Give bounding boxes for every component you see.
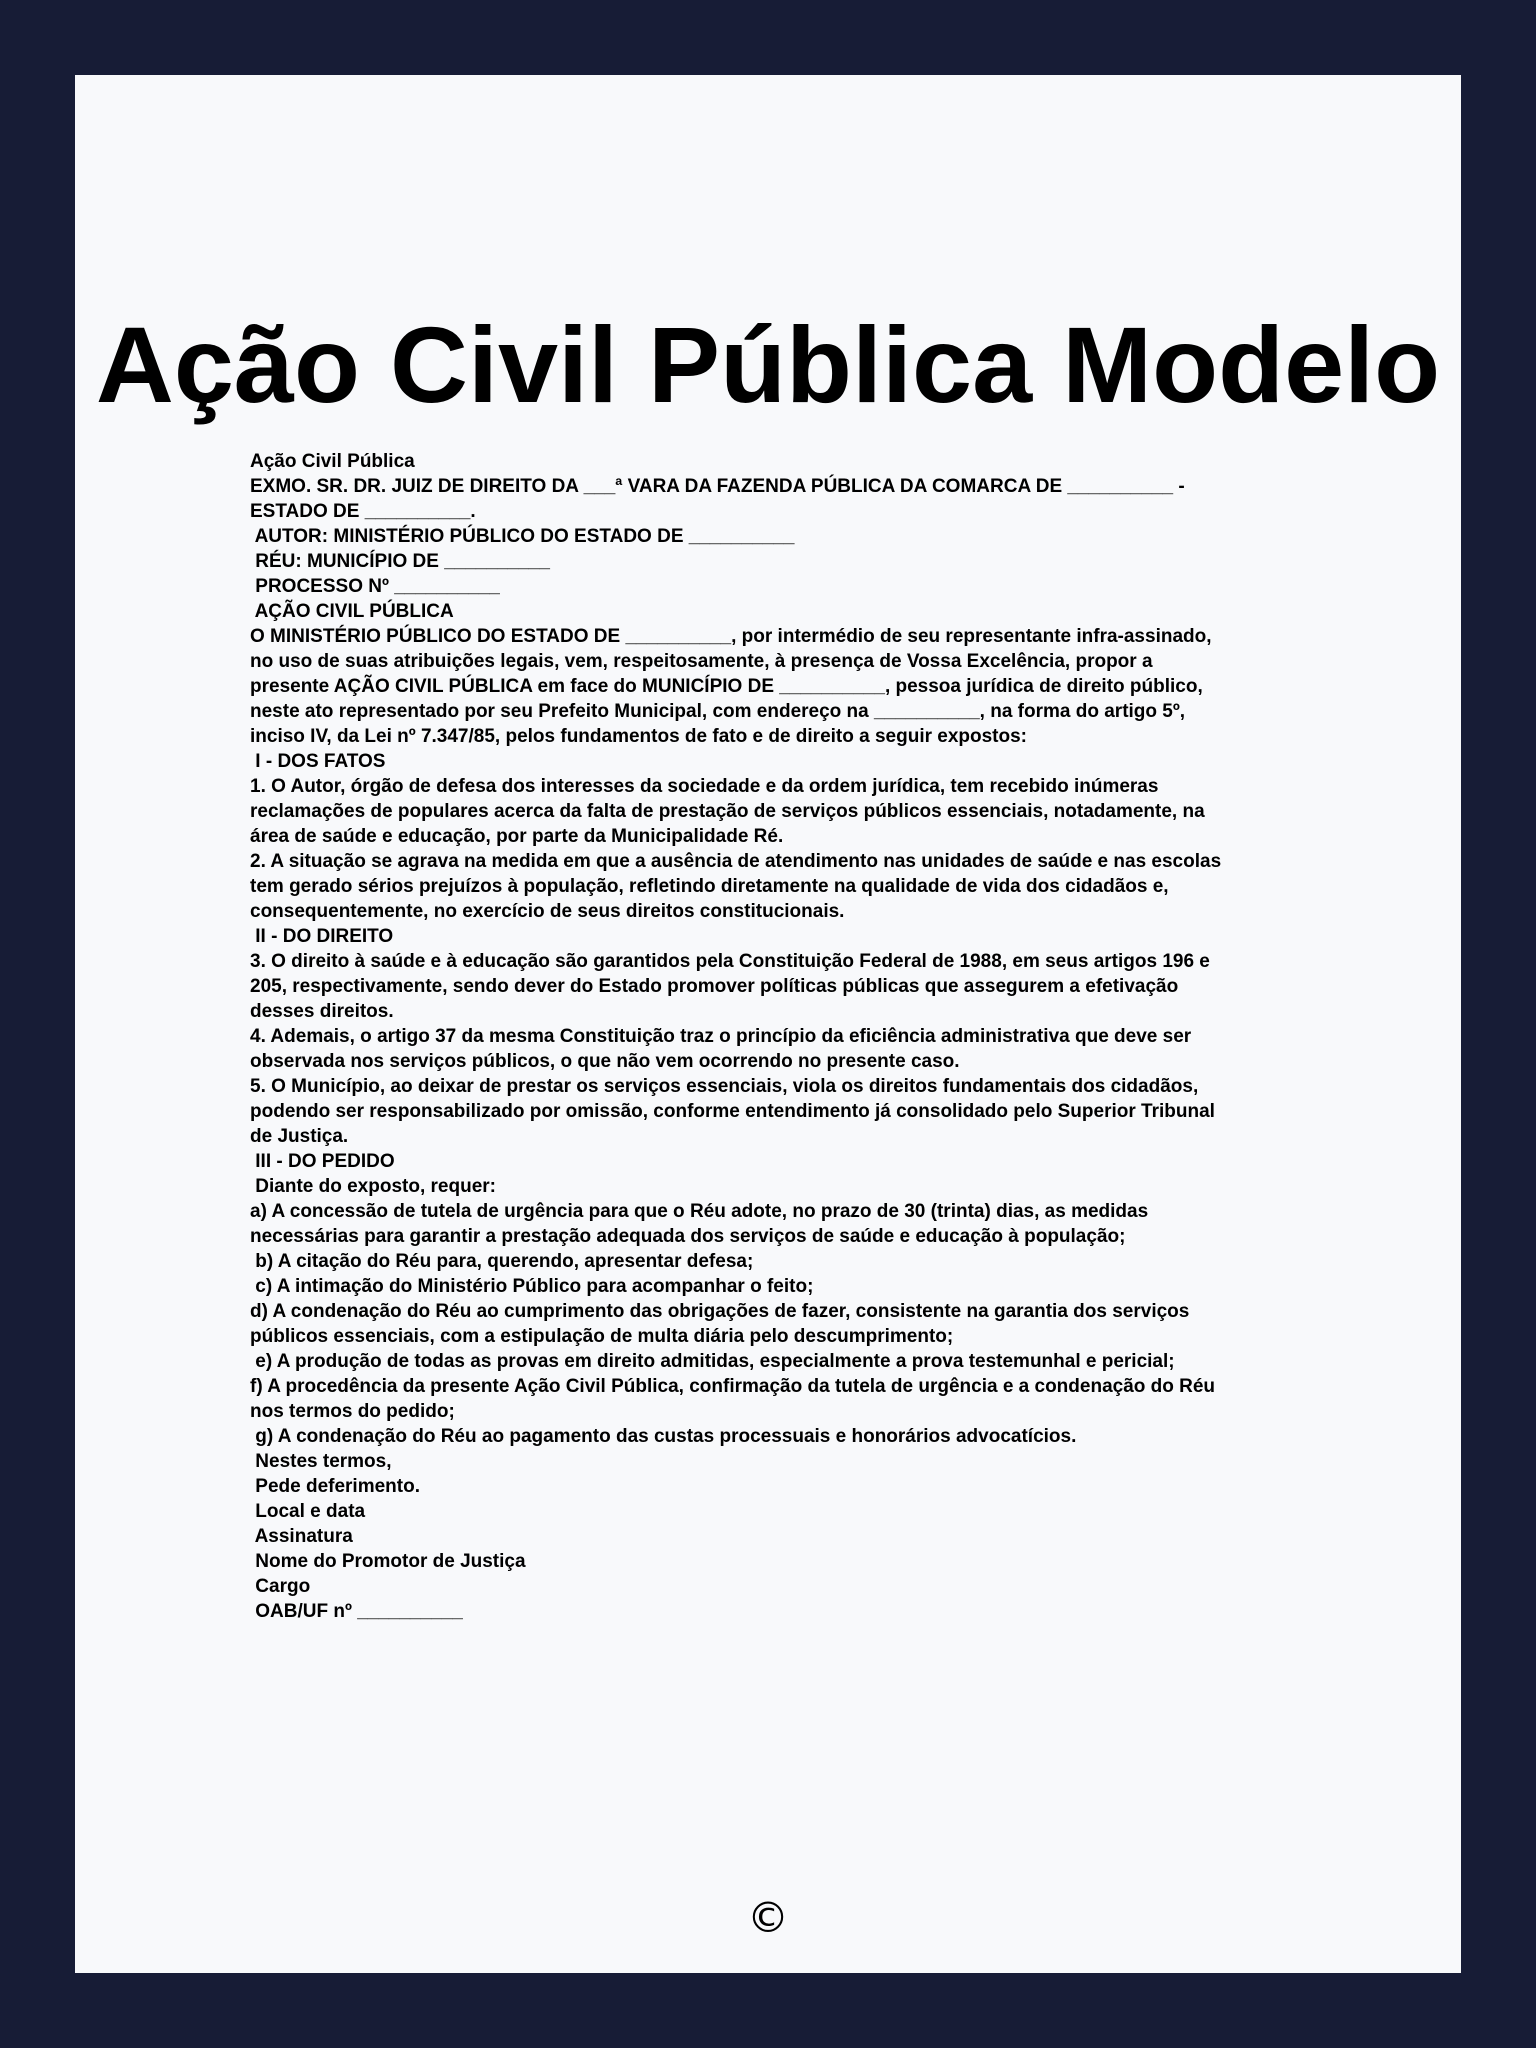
document-line: 4. Ademais, o artigo 37 da mesma Constituição traz o princípio da eficiência administrativa que deve ser (250, 1026, 1192, 1047)
document-line: 5. O Município, ao deixar de prestar os serviços essenciais, viola os direitos fundamentais dos cidadãos, (250, 1076, 1199, 1097)
document-line: Cargo (250, 1576, 311, 1597)
document-line: AUTOR: MINISTÉRIO PÚBLICO DO ESTADO DE __________ (250, 526, 795, 547)
copyright-icon: © (747, 1893, 789, 1942)
document-body (250, 449, 1360, 1624)
document-line: a) A concessão de tutela de urgência para que o Réu adote, no prazo de 30 (trinta) dias, as medidas (250, 1201, 1149, 1222)
document-line: II - DO DIREITO (250, 926, 394, 947)
document-line: inciso IV, da Lei nº 7.347/85, pelos fundamentos de fato e de direito a seguir expostos: (250, 726, 1028, 747)
document-line: tem gerado sérios prejuízos à população, refletindo diretamente na qualidade de vida dos cidadãos e, (250, 876, 1169, 897)
document-line: desses direitos. (250, 1001, 394, 1022)
document-line: necessárias para garantir a prestação adequada dos serviços de saúde e educação à população; (250, 1226, 1126, 1247)
document-line: observada nos serviços públicos, o que não vem ocorrendo no presente caso. (250, 1051, 960, 1072)
document-line: de Justiça. (250, 1126, 349, 1147)
document-line: 205, respectivamente, sendo dever do Estado promover políticas públicas que assegurem a efetivação (250, 976, 1179, 997)
document-line: 2. A situação se agrava na medida em que a ausência de atendimento nas unidades de saúde e nas escolas (250, 851, 1222, 872)
document-line: RÉU: MUNICÍPIO DE __________ (250, 551, 550, 572)
document-line: PROCESSO Nº __________ (250, 576, 500, 597)
document-line: g) A condenação do Réu ao pagamento das custas processuais e honorários advocatícios. (250, 1426, 1077, 1447)
document-line: Pede deferimento. (250, 1476, 420, 1497)
document-line: b) A citação do Réu para, querendo, apresentar defesa; (250, 1251, 754, 1272)
document-page (75, 75, 1461, 1973)
document-line: Assinatura (250, 1526, 353, 1547)
document-line: O MINISTÉRIO PÚBLICO DO ESTADO DE __________, por intermédio de seu representante infra-assinado, (250, 626, 1212, 647)
document-line: III - DO PEDIDO (250, 1151, 395, 1172)
document-line: área de saúde e educação, por parte da Municipalidade Ré. (250, 826, 784, 847)
document-line: presente AÇÃO CIVIL PÚBLICA em face do MUNICÍPIO DE __________, pessoa jurídica de direito público, (250, 676, 1203, 697)
document-line: e) A produção de todas as provas em direito admitidas, especialmente a prova testemunhal e pericial; (250, 1351, 1175, 1372)
document-line: Local e data (250, 1501, 366, 1522)
document-line: neste ato representado por seu Prefeito Municipal, com endereço na __________, na forma do artigo 5º, (250, 701, 1186, 722)
document-line: podendo ser responsabilizado por omissão, conforme entendimento já consolidado pelo Superior Tribunal (250, 1101, 1215, 1122)
document-line: Nestes termos, (250, 1451, 392, 1472)
document-line: AÇÃO CIVIL PÚBLICA (250, 601, 454, 622)
document-line: Nome do Promotor de Justiça (250, 1551, 526, 1572)
document-line: 3. O direito à saúde e à educação são garantidos pela Constituição Federal de 1988, em seus artigos 196 e (250, 951, 1210, 972)
document-line: consequentemente, no exercício de seus direitos constitucionais. (250, 901, 845, 922)
document-line: OAB/UF nº __________ (250, 1601, 463, 1622)
document-line: nos termos do pedido; (250, 1401, 455, 1422)
document-line: 1. O Autor, órgão de defesa dos interesses da sociedade e da ordem jurídica, tem recebido inúmeras (250, 776, 1159, 797)
document-line: I - DOS FATOS (250, 751, 386, 772)
document-line: EXMO. SR. DR. JUIZ DE DIREITO DA ___ª VARA DA FAZENDA PÚBLICA DA COMARCA DE __________ - (250, 476, 1185, 497)
document-line: Diante do exposto, requer: (250, 1176, 496, 1197)
document-line: reclamações de populares acerca da falta de prestação de serviços públicos essenciais, notadamente, na (250, 801, 1205, 822)
document-line: ESTADO DE __________. (250, 501, 476, 522)
document-title: Ação Civil Pública Modelo (95, 304, 1441, 425)
document-line: c) A intimação do Ministério Público para acompanhar o feito; (250, 1276, 814, 1297)
document-line: Ação Civil Pública (250, 451, 415, 472)
document-line: f) A procedência da presente Ação Civil Pública, confirmação da tutela de urgência e a condenação do Réu (250, 1376, 1216, 1397)
document-line: d) A condenação do Réu ao cumprimento das obrigações de fazer, consistente na garantia dos serviços (250, 1301, 1190, 1322)
document-line: públicos essenciais, com a estipulação de multa diária pelo descumprimento; (250, 1326, 954, 1347)
document-line: no uso de suas atribuições legais, vem, respeitosamente, à presença de Vossa Excelência, propor a (250, 651, 1153, 672)
